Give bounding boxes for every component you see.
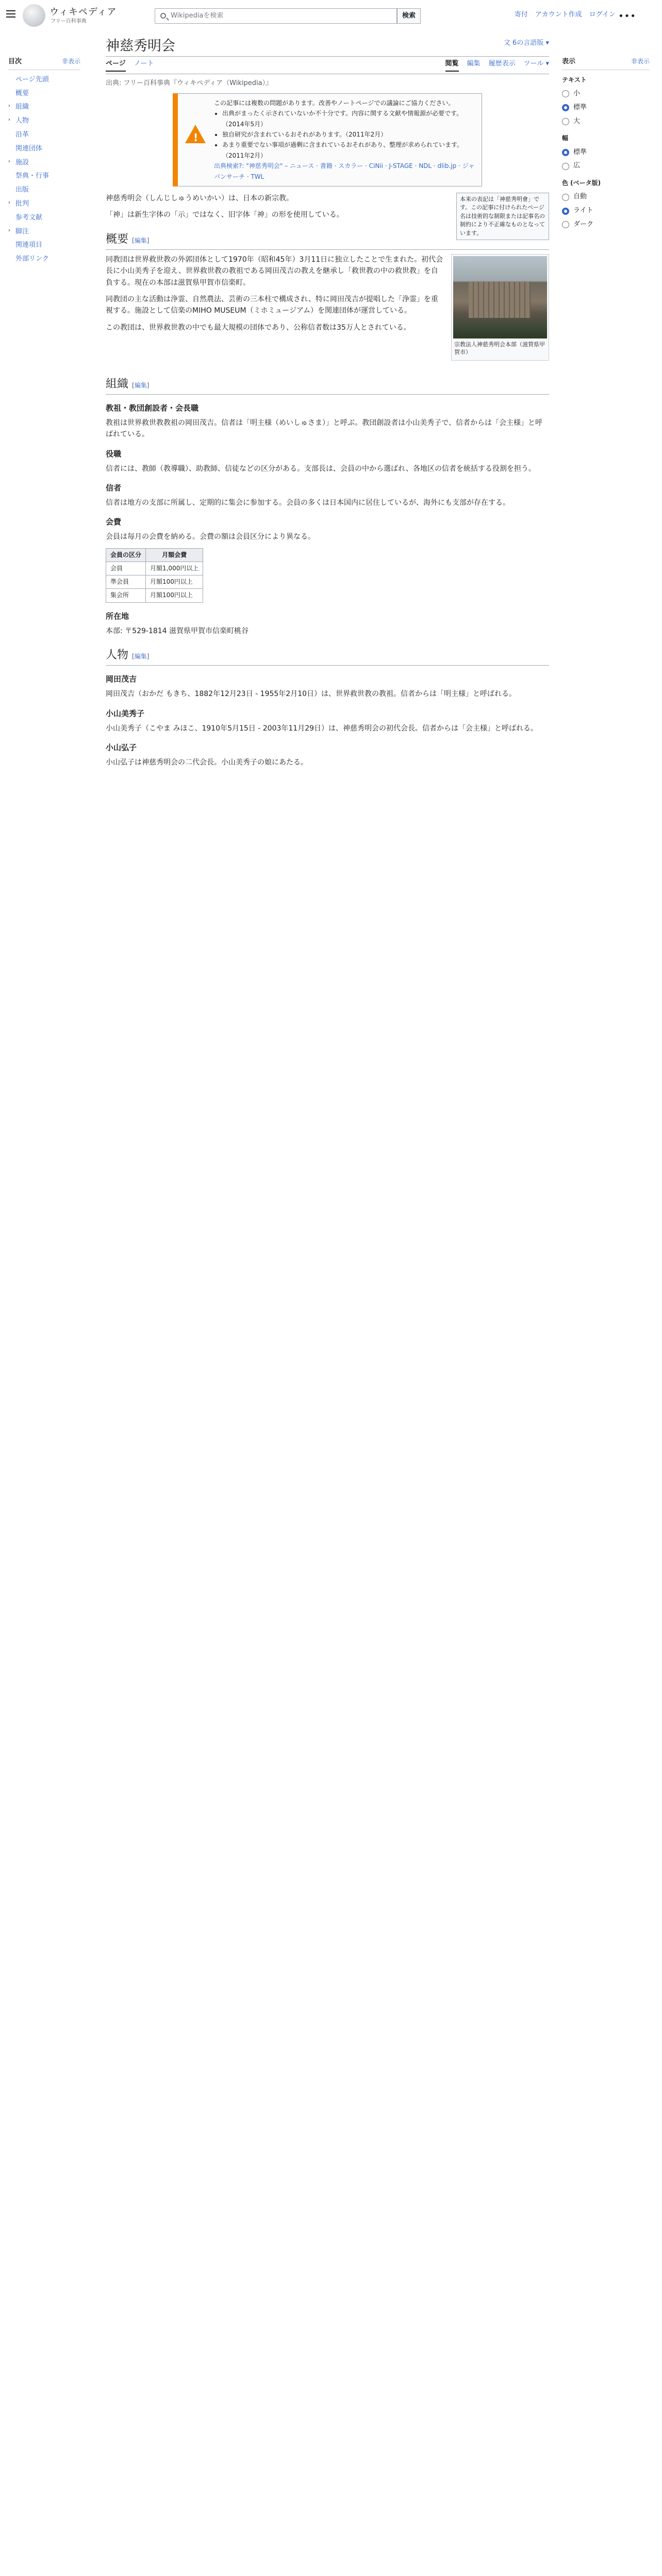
section-heading-text: 組織 bbox=[106, 377, 129, 391]
body-paragraph: 信者には、教師（教導職）、助教師、信徒などの区分がある。支部長は、会員の中から選ばれ、各地区の信者を統括する役割を担う。 bbox=[106, 464, 536, 473]
toc-item-label: 人物 bbox=[15, 117, 29, 125]
notice-intro: この記事には複数の問題があります。改善やノートページでの議論にご協力ください。 bbox=[214, 99, 455, 107]
toc-item[interactable] bbox=[8, 142, 80, 156]
toc-item[interactable] bbox=[8, 183, 80, 197]
toc-item-label: 脚注 bbox=[15, 227, 29, 235]
radio-label: ライト bbox=[573, 207, 593, 215]
toc-item[interactable] bbox=[8, 128, 80, 142]
body-paragraph: この教団は、世界救世教の中でも最大規模の団体であり、公称信者数は35万人とされている。 bbox=[106, 323, 411, 332]
radio-label: 大 bbox=[573, 117, 581, 125]
person-heading: 小山美秀子 bbox=[106, 708, 145, 718]
search-icon bbox=[160, 13, 166, 19]
logo-subtitle: フリー百科事典 bbox=[51, 19, 87, 24]
radio-icon bbox=[562, 118, 569, 125]
table-cell: 月額100円以上 bbox=[146, 589, 203, 602]
toc-item[interactable] bbox=[8, 100, 80, 114]
body-paragraph: 会員は毎月の会費を納める。会費の額は会員区分により異なる。 bbox=[106, 533, 315, 541]
width-heading: 幅 bbox=[562, 134, 569, 142]
page-title-text: 神慈秀明会 bbox=[106, 38, 175, 54]
table-header: 会員の区分 bbox=[106, 548, 146, 562]
tab-read[interactable]: 閲覧 bbox=[445, 59, 459, 72]
section-heading-overview: 概要 [編集] bbox=[106, 230, 549, 250]
section-heading-text: 概要 bbox=[106, 232, 129, 246]
top-header bbox=[0, 0, 662, 31]
toc-item[interactable] bbox=[8, 197, 80, 211]
table-cell: 会員 bbox=[106, 562, 146, 575]
radio-icon bbox=[562, 90, 569, 97]
table-cell: 準会員 bbox=[106, 575, 146, 589]
appearance-sidebar bbox=[562, 57, 650, 232]
table-cell: 集会所 bbox=[106, 589, 146, 602]
radio-text-standard[interactable] bbox=[562, 101, 650, 115]
radio-text-small[interactable] bbox=[562, 87, 650, 101]
table-row bbox=[106, 589, 203, 602]
radio-color-dark[interactable] bbox=[562, 218, 650, 232]
subsection-heading: 役職 bbox=[106, 449, 122, 459]
issues-notice bbox=[173, 93, 482, 187]
subsection-heading: 会費 bbox=[106, 517, 122, 527]
appearance-hide-button[interactable]: 非表示 bbox=[631, 58, 650, 65]
radio-selected-icon bbox=[562, 104, 569, 111]
photo-caption: 宗教法人神慈秀明会本部（滋賀県甲賀市） bbox=[454, 341, 545, 356]
radio-icon bbox=[562, 221, 569, 228]
tab-tools-label: ツール bbox=[523, 60, 544, 68]
edit-link[interactable]: 編集 bbox=[134, 652, 147, 660]
radio-label: 自動 bbox=[573, 193, 587, 201]
subsection-heading: 教祖・教団創設者・会長職 bbox=[106, 403, 199, 413]
radio-width-wide[interactable] bbox=[562, 159, 650, 173]
table-cell: 月額1,000円以上 bbox=[146, 562, 203, 575]
title-note-box: 本来の表記は「神慈秀明會」です。この記事に付けられたページ名は技術的な制限または記事名の制約により不正確なものとなっています。 bbox=[456, 193, 549, 241]
table-header: 月額会費 bbox=[146, 548, 203, 562]
tagline: 出典: フリー百科事典『ウィキペディア（Wikipedia）』 bbox=[106, 79, 273, 87]
chevron-right-icon[interactable]: › bbox=[8, 158, 10, 164]
body-paragraph: 本部: 〒529-1814 滋賀県甲賀市信楽町桃谷 bbox=[106, 626, 249, 635]
radio-color-auto[interactable] bbox=[562, 190, 650, 204]
toc-item[interactable] bbox=[8, 239, 80, 252]
toc-item-label: 批判 bbox=[15, 199, 29, 208]
radio-selected-icon bbox=[562, 208, 569, 215]
page-tabs bbox=[106, 57, 549, 74]
radio-label: 広 bbox=[573, 162, 581, 170]
more-options-icon[interactable]: ••• bbox=[618, 11, 636, 22]
section-heading-people: 人物 [編集] bbox=[106, 646, 549, 666]
radio-width-standard[interactable] bbox=[562, 146, 650, 160]
toc-item-label: 参考文献 bbox=[15, 213, 43, 222]
language-button-label: 6の言語版 bbox=[512, 39, 544, 47]
radio-selected-icon bbox=[562, 149, 569, 156]
toc-item[interactable] bbox=[8, 73, 80, 87]
personal-links bbox=[515, 10, 616, 21]
section-heading-organization: 組織 [編集] bbox=[106, 375, 549, 395]
chevron-right-icon[interactable]: › bbox=[8, 199, 10, 206]
tab-edit[interactable]: 編集 bbox=[467, 60, 481, 68]
toc-sidebar bbox=[8, 57, 80, 266]
body-paragraph: 小山美秀子（こやま みほこ、1910年5月15日 - 2003年11月29日）は、神慈秀明会の初代会長。信者からは「会主様」と呼ばれる。 bbox=[106, 724, 538, 733]
toc-item[interactable] bbox=[8, 87, 80, 101]
appearance-heading: 表示 bbox=[562, 58, 576, 65]
toc-item[interactable] bbox=[8, 170, 80, 183]
search-input[interactable] bbox=[155, 8, 397, 24]
radio-label: 小 bbox=[573, 89, 581, 97]
table-cell: 月額100円以上 bbox=[146, 575, 203, 589]
tab-page[interactable]: ページ bbox=[106, 59, 126, 72]
body-paragraph: 小山弘子は神慈秀明会の二代会長。小山美秀子の娘にあたる。 bbox=[106, 758, 308, 767]
logo-title[interactable]: ウィキペディア bbox=[49, 7, 117, 18]
search-placeholder: Wikipediaを検索 bbox=[171, 11, 224, 20]
chevron-right-icon[interactable]: › bbox=[8, 103, 10, 109]
notice-item: • あまり重要でない事項が過剰に含まれているおそれがあり、整理が求められています。（2011年2月） bbox=[222, 140, 476, 161]
warning-icon bbox=[185, 125, 206, 143]
lead-paragraph: 神慈秀明会（しんじしゅうめいかい）は、日本の新宗教。 bbox=[106, 194, 293, 202]
toc-item-label: 組織 bbox=[15, 103, 29, 111]
donate-link[interactable]: 寄付 bbox=[514, 11, 528, 19]
toc-item-label: 概要 bbox=[15, 89, 29, 97]
login-link[interactable]: ログイン bbox=[589, 11, 616, 19]
body-paragraph: 信者は地方の支部に所属し、定期的に集会に参加する。会員の多くは日本国内に居住しているが、海外にも支部が存在する。 bbox=[106, 499, 510, 507]
radio-label: ダーク bbox=[573, 220, 594, 228]
section-heading-text: 人物 bbox=[106, 648, 129, 662]
tab-talk[interactable]: ノート bbox=[134, 60, 154, 68]
toc-item[interactable] bbox=[8, 252, 80, 266]
radio-icon bbox=[562, 163, 569, 170]
toc-item[interactable] bbox=[8, 156, 80, 170]
toc-item-label: 関連団体 bbox=[15, 144, 43, 152]
subsection-heading: 信者 bbox=[106, 483, 122, 493]
body-paragraph: 岡田茂吉（おかだ もきち、1882年12月23日 - 1955年2月10日）は、世界救世教の教祖。信者からは「明主様」と呼ばれる。 bbox=[106, 690, 517, 699]
table-row bbox=[106, 575, 203, 589]
body-paragraph: 同教団は世界救世教の外郭団体として1970年（昭和45年）3月11日に独立したことで生まれた。初代会長に小山美秀子を迎え、世界救世教の教祖である岡田茂吉の教えを継承し「救世教の中の救世教」を自負する。現在の本部は滋賀県甲賀市信楽町。 bbox=[106, 255, 443, 287]
headquarters-photo-figure bbox=[451, 254, 549, 361]
notice-item: • 出典がまったく示されていないか不十分です。内容に関する文献や情報源が必要です。（2014年5月） bbox=[222, 108, 476, 129]
color-heading: 色 (ベータ版) bbox=[562, 179, 601, 187]
radio-icon bbox=[562, 194, 569, 201]
fee-table bbox=[106, 548, 203, 603]
radio-text-large[interactable] bbox=[562, 115, 650, 129]
radio-label: 標準 bbox=[573, 103, 587, 111]
language-button[interactable]: 文 6の言語版 ▾ bbox=[503, 39, 549, 47]
edit-link[interactable]: 編集 bbox=[134, 381, 147, 389]
toc-item[interactable] bbox=[8, 211, 80, 225]
toc-hide-button[interactable]: 非表示 bbox=[61, 58, 80, 65]
toc-item-label: 沿革 bbox=[15, 130, 29, 139]
toc-item-label: 祭典・行事 bbox=[15, 172, 49, 180]
subsection-heading: 所在地 bbox=[106, 611, 129, 621]
menu-icon[interactable] bbox=[6, 10, 15, 18]
radio-label: 標準 bbox=[573, 148, 587, 156]
person-heading: 岡田茂吉 bbox=[106, 674, 137, 684]
wikipedia-logo[interactable] bbox=[23, 4, 45, 27]
toc-heading: 目次 bbox=[8, 58, 22, 65]
toc-item-label: 施設 bbox=[15, 158, 29, 166]
tab-history[interactable]: 履歴表示 bbox=[488, 60, 516, 68]
table-row bbox=[106, 562, 203, 575]
text-size-heading: テキスト bbox=[562, 76, 587, 83]
toc-item[interactable] bbox=[8, 114, 80, 128]
lead-paragraph: 「神」は新生字体の「示」ではなく、旧字体「神」の形を使用している。 bbox=[106, 211, 344, 219]
notice-item: • 独自研究が含まれているおそれがあります。（2011年2月） bbox=[222, 129, 476, 140]
create-account-link[interactable]: アカウント作成 bbox=[535, 11, 582, 19]
body-paragraph: 教祖は世界救世教教祖の岡田茂吉。信者は「明主様（めいしゅさま）」と呼ぶ。教団創設者は小山美秀子で、信者からは「会主様」と呼ばれている。 bbox=[106, 418, 542, 439]
chevron-right-icon[interactable]: › bbox=[8, 117, 10, 123]
main-content bbox=[106, 31, 549, 773]
toc-item-label: ページ先頭 bbox=[15, 75, 49, 83]
person-heading: 小山弘子 bbox=[106, 742, 137, 752]
source-search-links[interactable]: 出典検索?: "神慈秀明会" – ニュース · 書籍 · スカラー · CiNii · J-STAGE · NDL · dlib.jp · ジャパンサーチ · TWL bbox=[214, 162, 475, 180]
toc-item-label: 外部リンク bbox=[15, 255, 49, 263]
tab-tools[interactable]: ツール ▾ bbox=[523, 60, 549, 68]
chevron-right-icon[interactable]: › bbox=[8, 227, 10, 233]
edit-link[interactable]: 編集 bbox=[134, 236, 147, 244]
headquarters-photo[interactable] bbox=[453, 256, 547, 338]
toc-item[interactable] bbox=[8, 225, 80, 239]
body-paragraph: 同教団の主な活動は浄霊、自然農法、芸術の三本柱で構成され、特に岡田茂吉が提唱した「浄霊」を重視する。施設として信楽のMIHO MUSEUM（ミホミュージアム）を関連団体が運営している。 bbox=[106, 295, 438, 315]
toc-item-label: 関連項目 bbox=[15, 241, 43, 249]
page-title bbox=[106, 31, 549, 57]
radio-color-light[interactable] bbox=[562, 204, 650, 218]
toc-item-label: 出版 bbox=[15, 186, 29, 194]
search-button[interactable]: 検索 bbox=[397, 8, 421, 24]
